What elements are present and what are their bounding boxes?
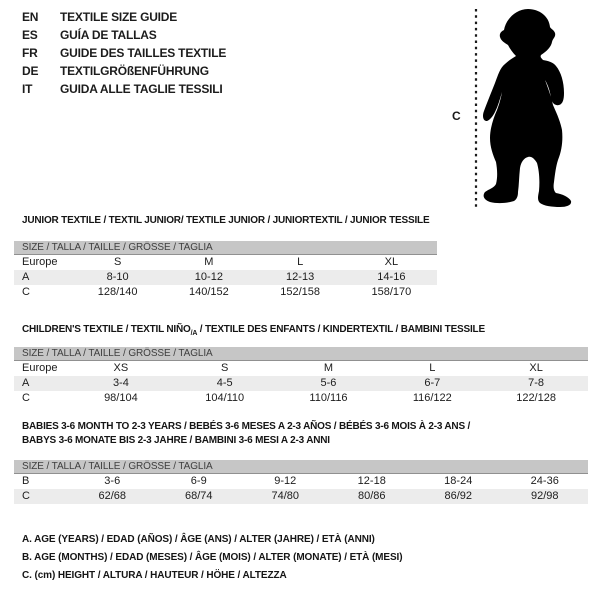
lang-code: EN bbox=[22, 10, 39, 24]
size-header-bar: SIZE / TALLA / TAILLE / GRÖSSE / TAGLIA bbox=[14, 241, 437, 255]
title-line-1: BABIES 3-6 MONTH TO 2-3 YEARS / BEBÉS 3-6 MESES A 2-3 AÑOS / BÉBÉS 3-6 MOIS À 2-3 ANS / bbox=[22, 421, 471, 432]
lang-code: ES bbox=[22, 28, 38, 42]
babies-section-title bbox=[22, 420, 470, 448]
legend-notes bbox=[22, 531, 402, 585]
table-row bbox=[14, 285, 437, 300]
lang-row-es bbox=[22, 26, 226, 44]
table-row bbox=[14, 376, 588, 391]
title-text: CHILDREN'S TEXTILE / TEXTIL NIÑO bbox=[22, 324, 191, 335]
cell: S bbox=[113, 256, 122, 268]
baby-silhouette-icon bbox=[483, 9, 571, 207]
junior-section-title: JUNIOR TEXTILE / TEXTIL JUNIOR/ TEXTILE JUNIOR / JUNIORTEXTIL / JUNIOR TESSILE bbox=[22, 215, 430, 226]
row-label: C bbox=[14, 489, 69, 504]
cell: 158/170 bbox=[371, 286, 412, 298]
lang-label: GUIDA ALLE TAGLIE TESSILI bbox=[60, 82, 223, 96]
row-label: A bbox=[14, 376, 69, 391]
cell: 86/92 bbox=[415, 489, 502, 504]
row-label: C bbox=[22, 392, 30, 404]
babies-size-table bbox=[14, 460, 588, 504]
title-line-2: BABYS 3-6 MONATE BIS 2-3 JAHRE / BAMBINI 3-6 MESI A 2-3 ANNI bbox=[22, 435, 330, 446]
cell: 6-9 bbox=[190, 475, 207, 487]
cell: 98/104 bbox=[104, 392, 138, 404]
cell: 10-12 bbox=[163, 270, 254, 285]
cell: 68/74 bbox=[156, 489, 243, 504]
baby-figure bbox=[440, 0, 600, 215]
note-a: A. AGE (YEARS) / EDAD (AÑOS) / ÂGE (ANS) / ALTER (JAHRE) / ETÀ (ANNI) bbox=[22, 534, 375, 545]
cell: L bbox=[429, 362, 436, 374]
cell: 122/128 bbox=[516, 392, 556, 404]
size-header-bar: SIZE / TALLA / TAILLE / GRÖSSE / TAGLIA bbox=[14, 460, 588, 474]
lang-code: DE bbox=[22, 64, 39, 78]
lang-label: TEXTILE SIZE GUIDE bbox=[60, 10, 178, 24]
cell: 3-4 bbox=[69, 376, 173, 391]
size-header-bar: SIZE / TALLA / TAILLE / GRÖSSE / TAGLIA bbox=[14, 347, 588, 361]
title-subscript: /A bbox=[190, 330, 198, 337]
cell: M bbox=[323, 362, 334, 374]
row-label: Europe bbox=[22, 256, 58, 268]
cell: 80/86 bbox=[329, 489, 416, 504]
cell: 8-10 bbox=[72, 270, 163, 285]
cell: 12-18 bbox=[357, 475, 386, 487]
cell: 152/158 bbox=[280, 286, 320, 298]
note-b: B. AGE (MONTHS) / EDAD (MESES) / ÂGE (MOIS) / ALTER (MONATE) / ETÀ (MESI) bbox=[22, 552, 403, 563]
table-row bbox=[14, 391, 588, 406]
cell: 74/80 bbox=[242, 489, 329, 504]
table-row bbox=[14, 347, 588, 361]
lang-code: FR bbox=[22, 46, 38, 60]
table-row bbox=[14, 255, 437, 271]
note-c: C. (cm) HEIGHT / ALTURA / HAUTEUR / HÖHE / ALTEZZA bbox=[22, 570, 287, 581]
lang-label: TEXTILGRÖßENFÜHRUNG bbox=[60, 64, 209, 78]
cell: 128/140 bbox=[97, 286, 138, 298]
lang-code: IT bbox=[22, 82, 33, 96]
cell: XL bbox=[384, 256, 399, 268]
lang-row-en bbox=[22, 8, 226, 26]
lang-label: GUIDE DES TAILLES TEXTILE bbox=[60, 46, 227, 60]
row-label: C bbox=[22, 286, 30, 298]
cell: 3-6 bbox=[104, 475, 121, 487]
cell: 14-16 bbox=[346, 270, 437, 285]
cell: 110/116 bbox=[309, 392, 348, 404]
lang-row-de bbox=[22, 62, 226, 80]
cell: 92/98 bbox=[502, 489, 589, 504]
row-label: Europe bbox=[22, 362, 58, 374]
lang-row-fr bbox=[22, 44, 226, 62]
cell: XL bbox=[529, 362, 543, 374]
height-c-label: C bbox=[452, 109, 461, 123]
table-row bbox=[14, 361, 588, 377]
row-label: B bbox=[22, 475, 30, 487]
cell: 24-36 bbox=[530, 475, 559, 487]
cell: 4-5 bbox=[173, 376, 277, 391]
cell: 12-13 bbox=[255, 270, 346, 285]
table-row bbox=[14, 270, 437, 285]
junior-size-table bbox=[14, 241, 437, 300]
cell: XS bbox=[113, 362, 129, 374]
cell: 104/110 bbox=[205, 392, 245, 404]
cell: 5-6 bbox=[277, 376, 381, 391]
cell: 6-7 bbox=[380, 376, 484, 391]
cell: 62/68 bbox=[69, 489, 156, 504]
title-text: / TEXTILE DES ENFANTS / KINDERTEXTIL / BAMBINI TESSILE bbox=[197, 324, 485, 335]
table-row bbox=[14, 474, 588, 490]
table-row bbox=[14, 489, 588, 504]
lang-label: GUÍA DE TALLAS bbox=[60, 28, 157, 42]
lang-row-it bbox=[22, 80, 226, 98]
cell: 140/152 bbox=[188, 286, 229, 298]
cell: 116/122 bbox=[412, 392, 452, 404]
row-label: A bbox=[14, 270, 72, 285]
cell: 18-24 bbox=[444, 475, 473, 487]
children-size-table bbox=[14, 347, 588, 406]
table-row bbox=[14, 241, 437, 255]
cell: L bbox=[297, 256, 304, 268]
table-row bbox=[14, 460, 588, 474]
children-section-title bbox=[22, 323, 485, 341]
cell: 7-8 bbox=[484, 376, 588, 391]
cell: S bbox=[221, 362, 229, 374]
language-list bbox=[22, 8, 226, 98]
cell: M bbox=[204, 256, 214, 268]
cell: 9-12 bbox=[274, 475, 297, 487]
